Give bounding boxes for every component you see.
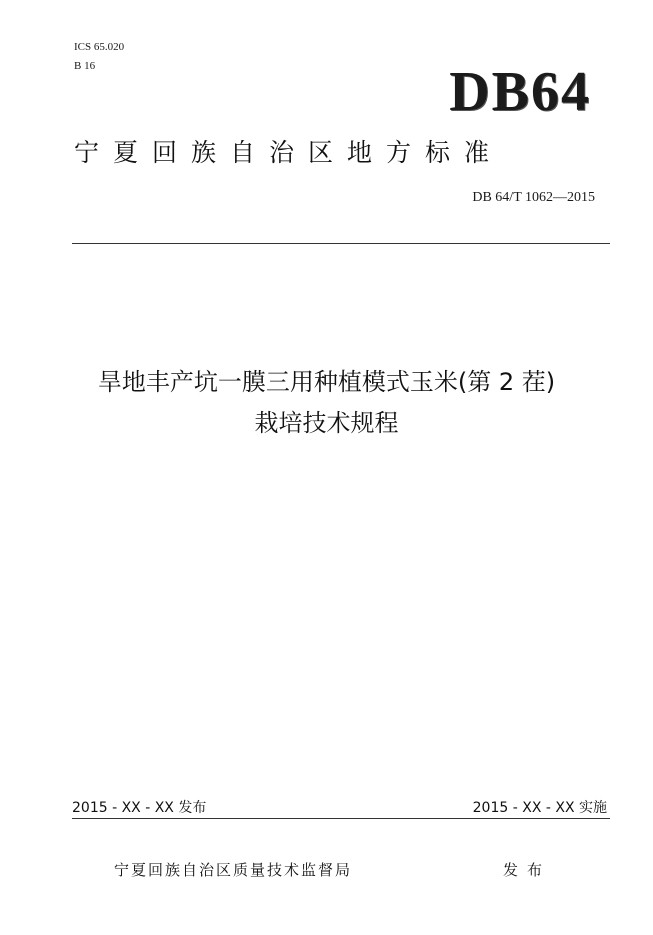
category-code: B 16 [74,60,96,72]
standard-code: DB 64/T 1062—2015 [472,190,595,205]
ics-code: ICS 65.020 [74,41,125,53]
top-divider [72,243,610,244]
issue-label: 发布 [503,861,552,879]
db-logo: DB64 [449,61,591,123]
release-date: 2015 - XX - XX 发布 [72,800,207,816]
bottom-divider [72,818,610,819]
implementation-date: 2015 - XX - XX 实施 [472,800,607,816]
document-title-line-1: 旱地丰产坑一膜三用种植模式玉米(第 2 茬) [97,368,556,396]
issuing-authority: 宁夏回族自治区质量技术监督局 [114,861,353,879]
document-title-line-2: 栽培技术规程 [254,409,399,437]
classification-codes [74,41,124,73]
standard-type-name: 宁夏回族自治区地方标准 [74,138,504,167]
